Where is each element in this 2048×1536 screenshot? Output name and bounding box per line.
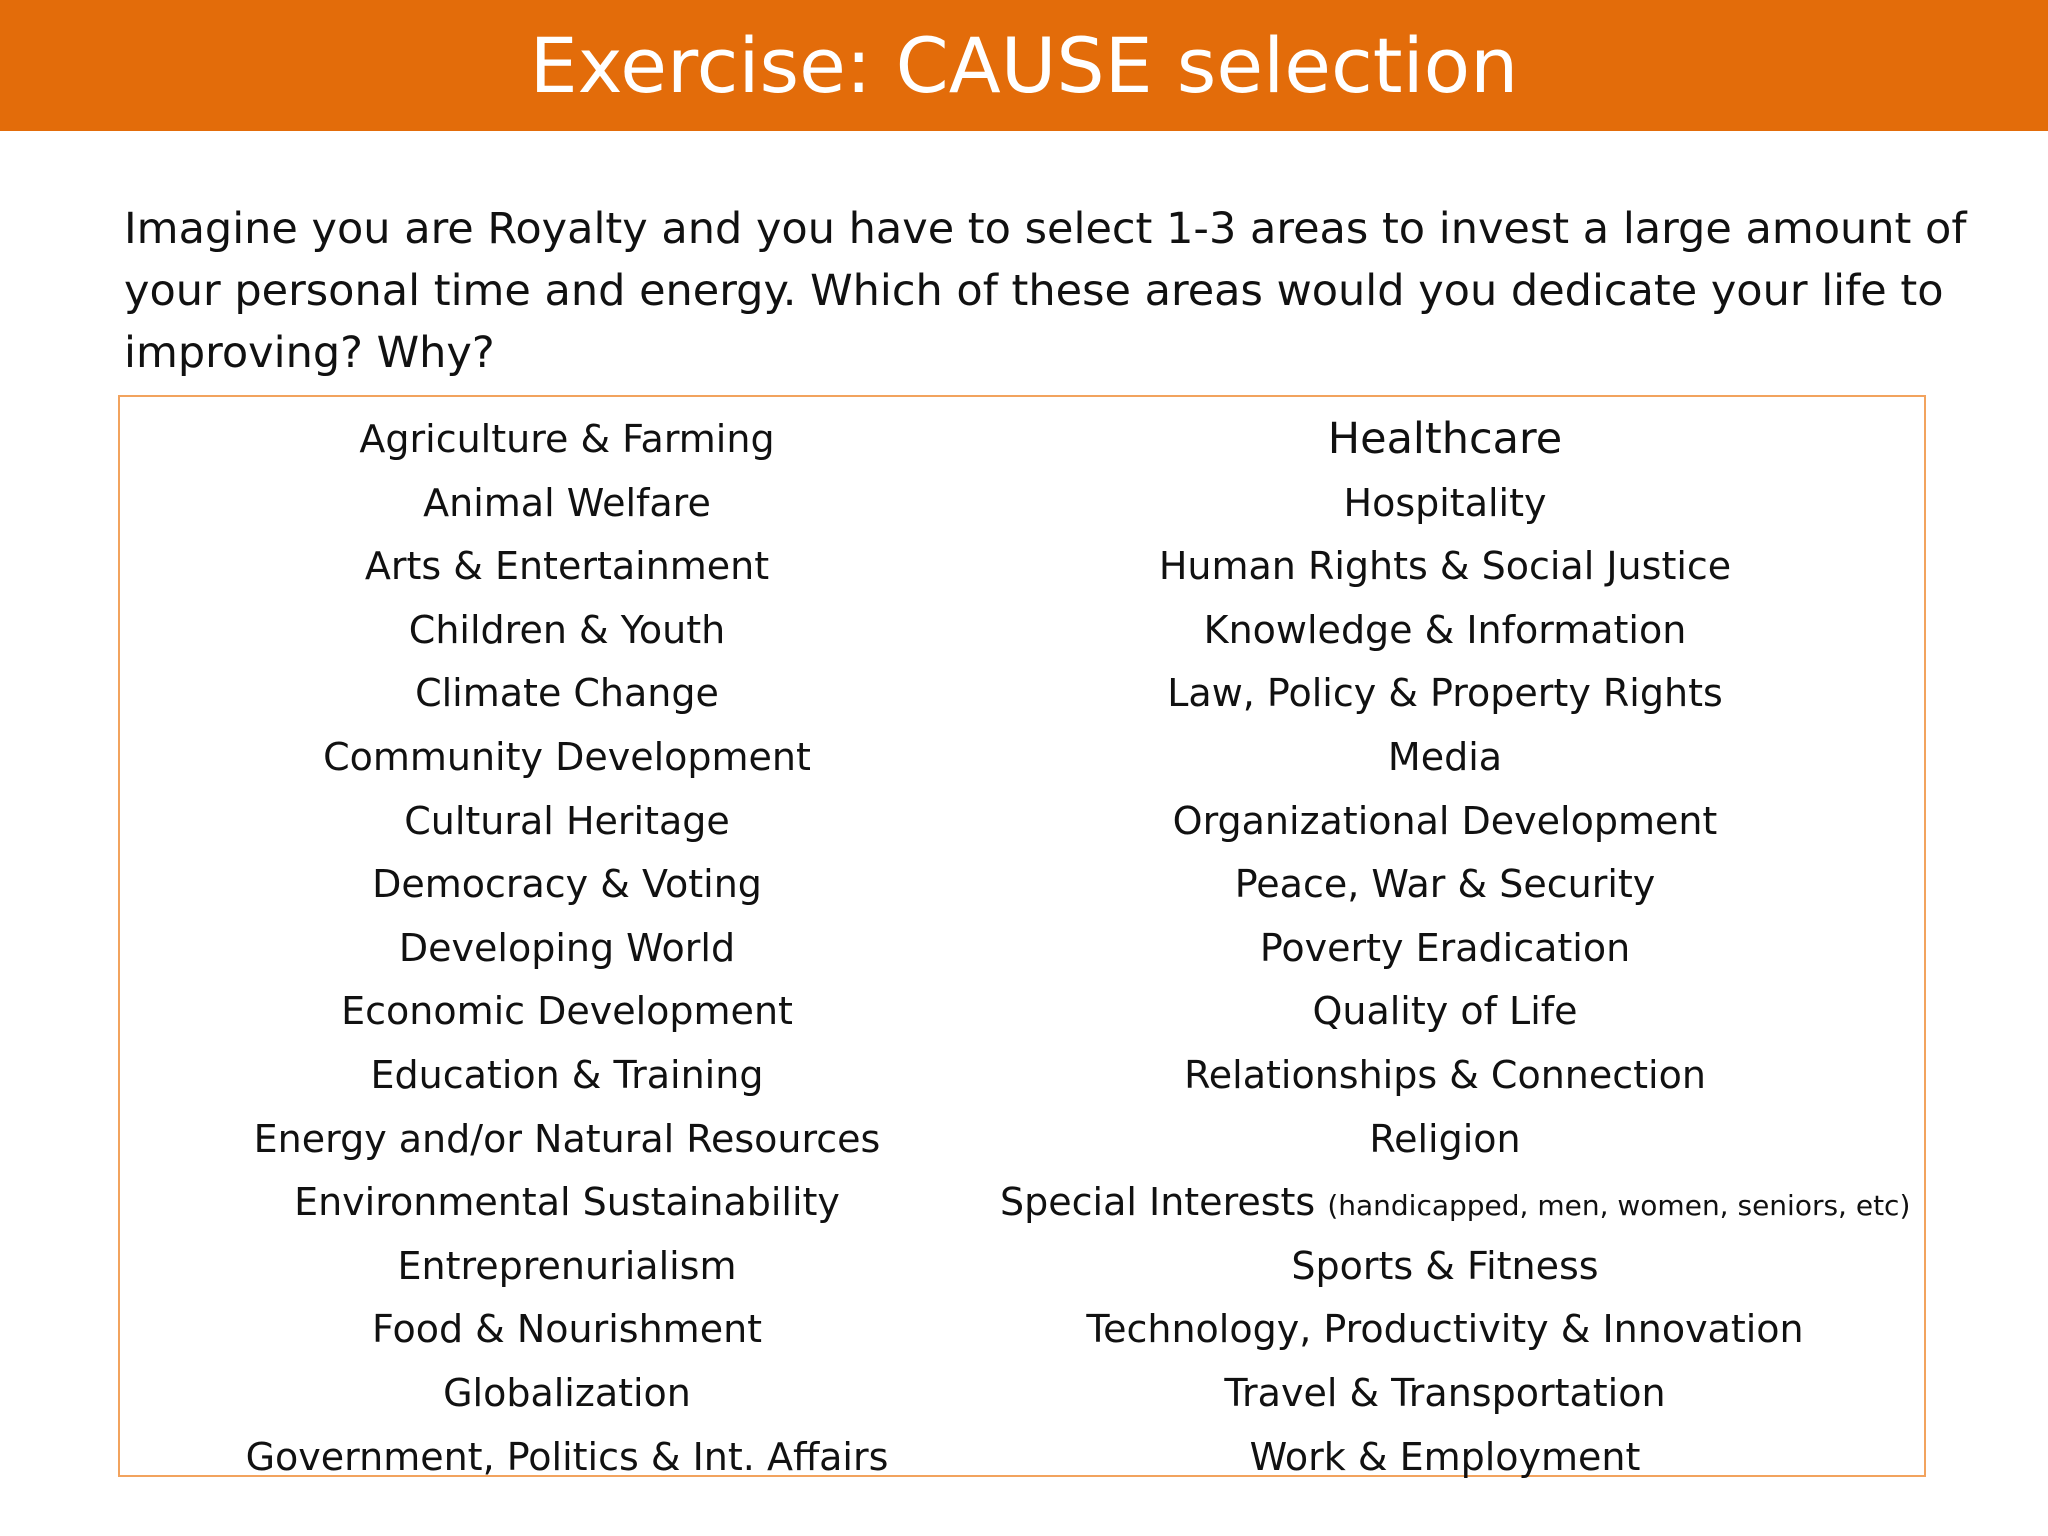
cause-item-label: Special Interests [1000, 1180, 1316, 1225]
cause-item-note: (handicapped, men, women, seniors, etc) [1327, 1189, 1911, 1223]
cause-item: Poverty Eradication [1259, 925, 1631, 970]
cause-item: Globalization [443, 1370, 691, 1415]
cause-item: Technology, Productivity & Innovation [1086, 1307, 1804, 1352]
cause-item: Climate Change [415, 671, 719, 716]
slide-title: Exercise: CAUSE selection [529, 20, 1519, 110]
cause-item: Children & Youth [408, 607, 726, 652]
cause-item: Knowledge & Information [1203, 607, 1687, 652]
cause-item: Arts & Entertainment [364, 544, 770, 589]
cause-item: Relationships & Connection [1184, 1052, 1706, 1097]
cause-item: Hospitality [1343, 480, 1547, 525]
cause-item: Animal Welfare [423, 480, 711, 525]
cause-item: Travel & Transportation [1224, 1370, 1666, 1415]
cause-list-right [1000, 411, 1911, 1492]
cause-item: Economic Development [341, 989, 793, 1034]
cause-item: Environmental Sustainability [294, 1180, 840, 1225]
cause-item: Healthcare [1327, 414, 1563, 464]
cause-item: Quality of Life [1312, 989, 1578, 1034]
cause-list-left [122, 411, 1012, 1492]
cause-item: Work & Employment [1249, 1434, 1641, 1479]
cause-item: Democracy & Voting [372, 862, 762, 907]
cause-item: Law, Policy & Property Rights [1167, 671, 1723, 716]
cause-item: Government, Politics & Int. Affairs [245, 1434, 889, 1479]
cause-list-box [118, 395, 1926, 1477]
cause-item: Entreprenurialism [397, 1243, 737, 1288]
cause-item: Food & Nourishment [371, 1307, 763, 1352]
cause-item: Energy and/or Natural Resources [253, 1116, 881, 1161]
cause-item: Organizational Development [1172, 798, 1718, 843]
cause-item: Media [1387, 734, 1503, 779]
cause-item: Human Rights & Social Justice [1158, 544, 1732, 589]
cause-item: Agriculture & Farming [359, 417, 775, 461]
cause-item: Sports & Fitness [1291, 1243, 1599, 1288]
cause-item-special-interests [1000, 1174, 1911, 1238]
intro-text: Imagine you are Royalty and you have to select 1-3 areas to invest a large amount of your personal time and energy. Which of these areas would you dedicate your life to improving? Why? [124, 204, 1967, 378]
title-bar [0, 0, 2048, 131]
cause-item: Cultural Heritage [404, 798, 730, 843]
cause-item: Community Development [323, 734, 811, 779]
cause-item: Peace, War & Security [1234, 862, 1656, 907]
cause-item: Education & Training [370, 1052, 764, 1097]
cause-item: Religion [1369, 1116, 1521, 1161]
cause-item: Developing World [398, 925, 736, 970]
